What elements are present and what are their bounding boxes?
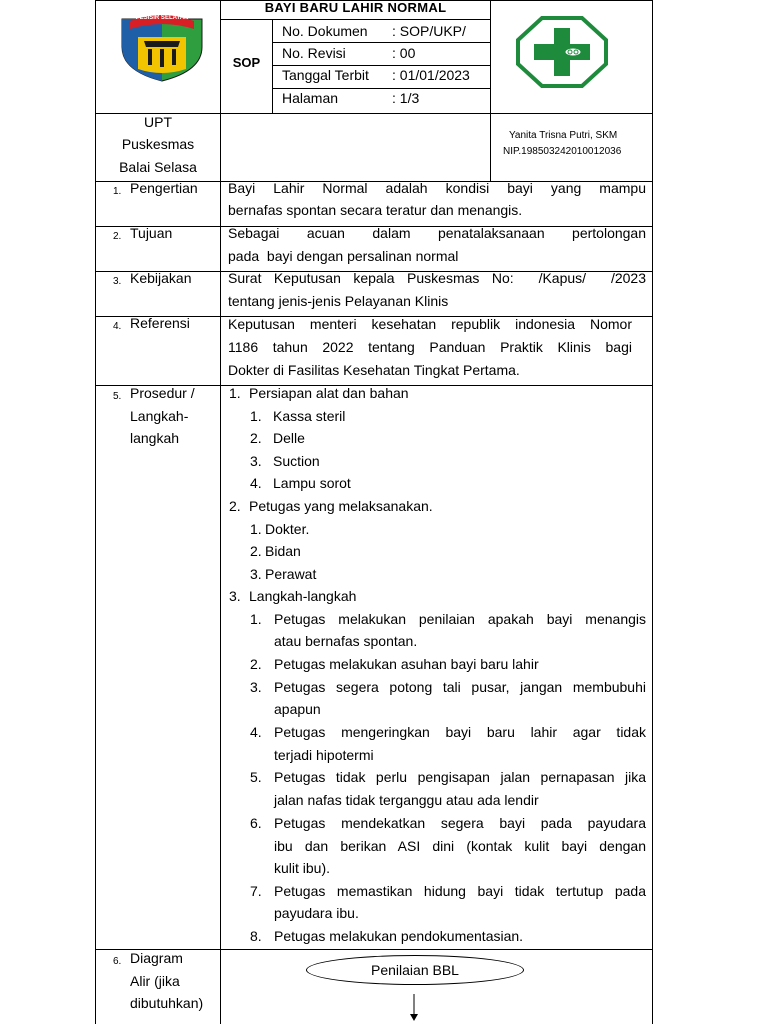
meta-label-revisi: No. Revisi — [282, 45, 346, 61]
step-7-num: 7. — [250, 883, 262, 899]
signer-name: Yanita Trisna Putri, SKM — [509, 130, 618, 141]
sec6-num: 6. — [113, 956, 122, 967]
sec2-line-2: pada bayi dengan persalinan normal — [228, 248, 459, 264]
g2-item-3-num: 3. — [250, 566, 262, 582]
flow-node-label: Penilaian BBL — [371, 962, 459, 978]
g1-item-4: Lampu sorot — [273, 475, 351, 491]
sec1-label: Pengertian — [130, 180, 198, 196]
g1-item-3: Suction — [273, 453, 320, 469]
sec4-line-1: Keputusan menteri kesehatan republik indonesia Nomor — [228, 316, 632, 332]
sec3-line-1: Surat Keputusan kepala Puskesmas No: /Kapus/ /2023 — [228, 270, 646, 286]
divider-label-col — [220, 181, 221, 1024]
sec4-label: Referensi — [130, 315, 190, 331]
logo-text: PESISIR SELATAN — [135, 15, 189, 21]
sec6-label-3: dibutuhkan) — [130, 995, 204, 1011]
sec4-num: 4. — [113, 321, 122, 332]
g2-num: 2. — [229, 498, 241, 514]
step-7-line-1: Petugas memastikan hidung bayi tidak tertutup pada — [274, 883, 646, 899]
step-5-line-2: jalan nafas tidak terganggu atau ada lendir — [274, 792, 539, 808]
step-1-line-2: atau bernafas spontan. — [274, 633, 418, 649]
sec4-line-2: 1186 tahun 2022 tentang Panduan Praktik Klinis bagi — [228, 339, 632, 355]
border-right — [652, 0, 653, 1024]
sec5-label-2: Langkah- — [130, 408, 189, 424]
sec3-label: Kebijakan — [130, 270, 192, 286]
g2-item-2-num: 2. — [250, 543, 262, 559]
step-2-num: 2. — [250, 656, 262, 672]
step-7-line-2: payudara ibu. — [274, 905, 359, 921]
meta-label-halaman: Halaman — [282, 90, 339, 106]
flow-node-penilaian — [306, 955, 524, 985]
document-title: BAYI BARU LAHIR NORMAL — [264, 0, 447, 15]
meta-label-dokumen: No. Dokumen — [282, 23, 368, 39]
g2-item-3: Perawat — [265, 566, 317, 582]
divider-meta — [490, 0, 491, 113]
step-6-line-1: Petugas mendekatkan segera bayi pada payudara — [274, 815, 646, 831]
sec6-label-2: Alir (jika — [130, 973, 180, 989]
divider-signature — [490, 113, 491, 181]
step-4-line-2: terjadi hipotermi — [274, 747, 374, 763]
org-line-3: Balai Selasa — [119, 159, 197, 175]
step-3-num: 3. — [250, 679, 262, 695]
signer-nip: NIP.198503242010012036 — [503, 146, 622, 157]
step-4-num: 4. — [250, 724, 262, 740]
g2-title: Petugas yang melaksanakan. — [249, 498, 433, 514]
step-1-line-1: Petugas melakukan penilaian apakah bayi menangis — [274, 611, 646, 627]
step-6-line-3: kulit ibu). — [274, 860, 331, 876]
meta-label-terbit: Tanggal Terbit — [282, 67, 369, 83]
sec2-line-1: Sebagai acuan dalam penatalaksanaan pertolongan — [228, 225, 646, 241]
step-2-line-1: Petugas melakukan asuhan bayi baru lahir — [274, 656, 539, 672]
puskesmas-logo-icon — [516, 16, 608, 88]
sec5-label-3: langkah — [130, 430, 180, 446]
step-3-line-1: Petugas segera potong tali pusar, jangan membubuhi — [274, 679, 646, 695]
sec3-num: 3. — [113, 276, 122, 287]
sec6-label-1: Diagram — [130, 950, 183, 966]
g1-item-2: Delle — [273, 430, 305, 446]
meta-value-halaman: : 1/3 — [392, 90, 420, 106]
step-5-num: 5. — [250, 769, 262, 785]
divider-sop — [272, 19, 273, 113]
org-line-2: Puskesmas — [121, 136, 195, 152]
g1-item-4-num: 4. — [250, 475, 262, 491]
sec1-line-2: bernafas spontan secara teratur dan menangis. — [228, 202, 523, 218]
step-1-num: 1. — [250, 611, 262, 627]
g2-item-2: Bidan — [265, 543, 301, 559]
sec2-label: Tujuan — [130, 225, 173, 241]
step-4-line-1: Petugas mengeringkan bayi baru lahir agar tidak — [274, 724, 646, 740]
g1-item-3-num: 3. — [250, 453, 262, 469]
g3-num: 3. — [229, 588, 241, 604]
sec2-num: 2. — [113, 231, 122, 242]
meta-value-revisi: : 00 — [392, 45, 416, 61]
sec1-num: 1. — [113, 186, 122, 197]
sec1-line-1: Bayi Lahir Normal adalah kondisi bayi yang mampu — [228, 180, 646, 196]
flow-arrow-icon — [408, 994, 420, 1022]
sec5-num: 5. — [113, 391, 122, 402]
step-3-line-2: apapun — [274, 701, 321, 717]
sop-label: SOP — [232, 55, 261, 70]
step-6-line-2: ibu dan berikan ASI dini (kontak kulit bayi dengan — [274, 838, 646, 854]
sec5-label-1: Prosedur / — [130, 385, 195, 401]
g1-num: 1. — [229, 385, 241, 401]
g1-item-1-num: 1. — [250, 408, 262, 424]
g2-item-1-num: 1. — [250, 521, 262, 537]
g1-item-1: Kassa steril — [273, 408, 346, 424]
meta-value-terbit: : 01/01/2023 — [392, 67, 470, 83]
g3-title: Langkah-langkah — [249, 588, 357, 604]
sec3-line-2: tentang jenis-jenis Pelayanan Klinis — [228, 293, 449, 309]
sec4-line-3: Dokter di Fasilitas Kesehatan Tingkat Pertama. — [228, 362, 520, 378]
g2-item-1: Dokter. — [265, 521, 310, 537]
org-line-1: UPT — [144, 114, 172, 130]
step-5-line-1: Petugas tidak perlu pengisapan jalan pernapasan jika — [274, 769, 646, 785]
divider-logo — [220, 0, 221, 181]
g1-item-2-num: 2. — [250, 430, 262, 446]
meta-value-dokumen: : SOP/UKP/ — [392, 23, 466, 39]
logo-pesisir-selatan — [116, 11, 208, 83]
g1-title: Persiapan alat dan bahan — [249, 385, 409, 401]
step-8-line-1: Petugas melakukan pendokumentasian. — [274, 928, 524, 944]
step-8-num: 8. — [250, 928, 262, 944]
step-6-num: 6. — [250, 815, 262, 831]
